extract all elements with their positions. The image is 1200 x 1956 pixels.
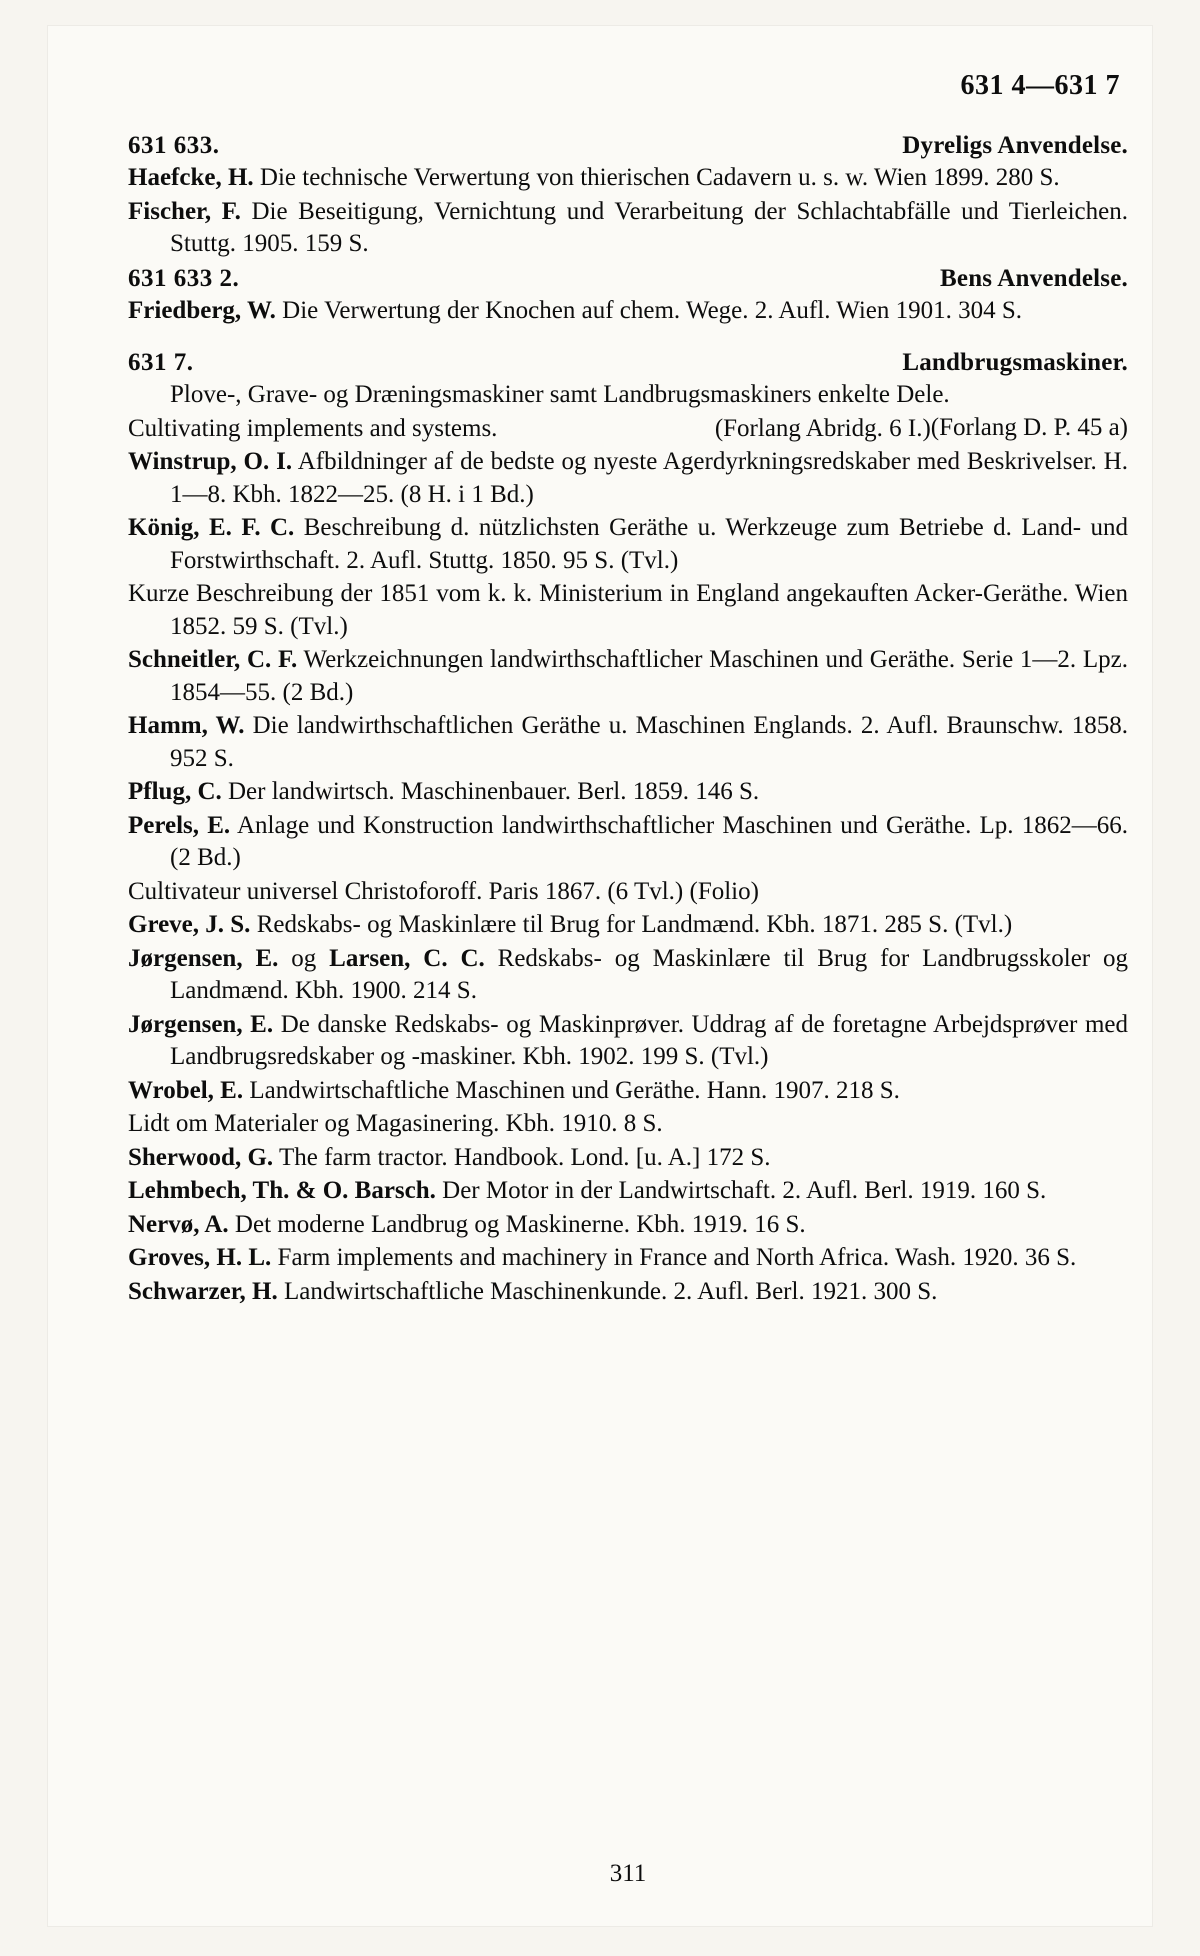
bibliography-entry — [128, 710, 1128, 775]
bibliography-entry — [128, 1009, 1128, 1074]
entry-author: Sherwood, G. — [128, 1143, 274, 1171]
section-heading-631-633 — [128, 132, 1128, 160]
section-title: Dyreligs Anvendelse. — [902, 132, 1128, 159]
bibliography-entry — [128, 295, 1128, 328]
entry-author: Fischer, F. — [128, 197, 241, 225]
entry-author: Greve, J. S. — [128, 911, 251, 938]
section-title: Bens Anvendelse. — [940, 264, 1128, 292]
entry-author: Friedberg, W. — [128, 296, 276, 324]
section-heading-631-633-2 — [128, 265, 1128, 293]
entry-author: Perels, E. — [128, 811, 231, 839]
entry-text: Die Beseitigung, Vernichtung und Verarbeitung der Schlachtabfälle und Tierleichen. Stuttg. 1905. 159 S. — [170, 197, 1128, 257]
entry-text: Beschreibung d. nützlichsten Geräthe u. Werkzeuge zum Betriebe d. Land- und Forstwirthschaft. 2. Aufl. Stuttg. 1850. 95 S. (Tvl.) — [170, 514, 1128, 574]
entry-author: König, E. F. C. — [128, 514, 295, 541]
entry-author: Winstrup, O. I. — [128, 448, 293, 475]
entry-text: Redskabs- og Maskinlære til Brug for Landmænd. Kbh. 1871. 285 S. (Tvl.) — [250, 911, 1013, 938]
entry-author: Groves, H. L. — [128, 1244, 272, 1271]
bibliography-entry — [128, 1142, 1128, 1175]
entry-text: Lidt om Materialer og Magasinering. Kbh. 1910. 8 S. — [128, 1110, 663, 1137]
entry-author: Pflug, C. — [128, 778, 222, 805]
entry-author: Lehmbech, Th. & O. Barsch. — [128, 1177, 436, 1204]
bibliography-entry — [128, 1209, 1128, 1242]
entry-author: Jørgensen, E. — [128, 944, 279, 972]
section-heading-631-7 — [128, 349, 1128, 377]
entry-text: Landwirtschaftliche Maschinenkunde. 2. Aufl. Berl. 1921. 300 S. — [277, 1277, 938, 1305]
bibliography-entry — [128, 776, 1128, 809]
section-number: 631 633. — [128, 132, 220, 159]
bibliography-entry — [128, 512, 1128, 577]
entry-text: Cultivating implements and systems. — [128, 414, 498, 442]
bibliography-entry — [128, 943, 1128, 1008]
entry-author-secondary: Larsen, C. C. — [329, 944, 485, 972]
page-number: 311 — [609, 1860, 647, 1887]
section-number: 631 633 2. — [128, 264, 240, 292]
bibliography-entry — [128, 1108, 1128, 1141]
entry-text: Cultivateur universel Christoforoff. Paris 1867. (6 Tvl.) (Folio) — [128, 877, 759, 905]
running-head: 631 4—631 7 — [960, 70, 1120, 101]
bibliography-entry — [128, 644, 1128, 709]
bibliography-entry — [128, 446, 1128, 511]
section-title: Landbrugsmaskiner. — [902, 349, 1128, 376]
entry-text: Die technische Verwertung von thierischen Cadavern u. s. w. Wien 1899. 280 S. — [253, 164, 1060, 191]
bibliography-entry — [128, 1075, 1128, 1108]
entry-author: Jørgensen, E. — [128, 1010, 274, 1038]
entry-source-note: (Forlang Abridg. 6 I.) — [714, 414, 931, 442]
entry-author: Hamm, W. — [128, 712, 245, 739]
entry-text: De danske Redskabs- og Maskinprøver. Uddrag af de foretagne Arbejdsprøver med Landbrugsredskaber og -maskiner. Kbh. 1902. 199 S. (Tvl.) — [170, 1010, 1129, 1070]
entry-author: Schwarzer, H. — [128, 1277, 278, 1305]
bibliography-entry — [128, 810, 1128, 875]
bibliography-entry — [128, 876, 1128, 909]
bibliography-entry — [128, 578, 1128, 643]
entry-text: The farm tractor. Handbook. Lond. [u. A.] 172 S. — [273, 1143, 771, 1171]
entry-text: Kurze Beschreibung der 1851 vom k. k. Ministerium in England angekauften Acker-Geräthe. Wien 1852. 59 S. (Tvl.) — [128, 580, 1128, 640]
bibliography-entry — [128, 196, 1128, 261]
entry-text: Werkzeichnungen landwirthschaftlicher Maschinen und Geräthe. Serie 1—2. Lpz. 1854—55. (2 Bd.) — [170, 646, 1128, 706]
page-content — [128, 70, 1129, 1887]
entry-text: Die landwirthschaftlichen Geräthe u. Maschinen Englands. 2. Aufl. Braunschw. 1858. 952 S. — [170, 712, 1128, 772]
entry-text: Die Verwertung der Knochen auf chem. Wege. 2. Aufl. Wien 1901. 304 S. — [275, 296, 1023, 324]
entry-joiner: og — [278, 944, 330, 972]
bibliography-entry — [128, 1276, 1128, 1309]
entry-author: Schneitler, C. F. — [128, 646, 298, 673]
entry-text: Anlage und Konstruction landwirthschaftlicher Maschinen und Geräthe. Lp. 1862—66. (2 Bd.) — [170, 811, 1128, 871]
bibliography-entry — [128, 909, 1128, 942]
entry-text: Farm implements and machinery in France and North Africa. Wash. 1920. 36 S. — [271, 1244, 1077, 1271]
bibliography-entry — [128, 1242, 1128, 1275]
entry-text: Der landwirtsch. Maschinenbauer. Berl. 1859. 146 S. — [221, 778, 760, 805]
entry-source-note: (Forlang D. P. 45 a) — [930, 413, 1128, 441]
entry-text: Landwirtschaftliche Maschinen und Geräthe. Hann. 1907. 218 S. — [243, 1076, 900, 1104]
bibliography-entry — [128, 1175, 1128, 1208]
entry-author: Wrobel, E. — [128, 1076, 244, 1104]
section-number: 631 7. — [128, 349, 194, 376]
scanned-page-sheet — [48, 26, 1152, 1926]
entry-text: Afbildninger af de bedste og nyeste Agerdyrkningsredskaber med Beskrivelser. H. 1—8. Kbh. 1822—25. (8 H. i 1 Bd.) — [170, 448, 1128, 508]
entry-text: Redskabs- og Maskinlære til Brug for Landbrugsskoler og Landmænd. Kbh. 1900. 214 S. — [170, 944, 1129, 1004]
entry-text: Der Motor in der Landwirtschaft. 2. Aufl. Berl. 1919. 160 S. — [435, 1177, 1047, 1204]
entry-author: Nervø, A. — [128, 1210, 229, 1238]
entry-author: Haefcke, H. — [128, 164, 254, 191]
bibliography-entry — [128, 162, 1128, 195]
entry-text: Det moderne Landbrug og Maskinerne. Kbh. 1919. 16 S. — [228, 1210, 806, 1238]
entry-text: Plove-, Grave- og Dræningsmaskiner samt Landbrugsmaskiners enkelte Dele. — [170, 381, 950, 408]
